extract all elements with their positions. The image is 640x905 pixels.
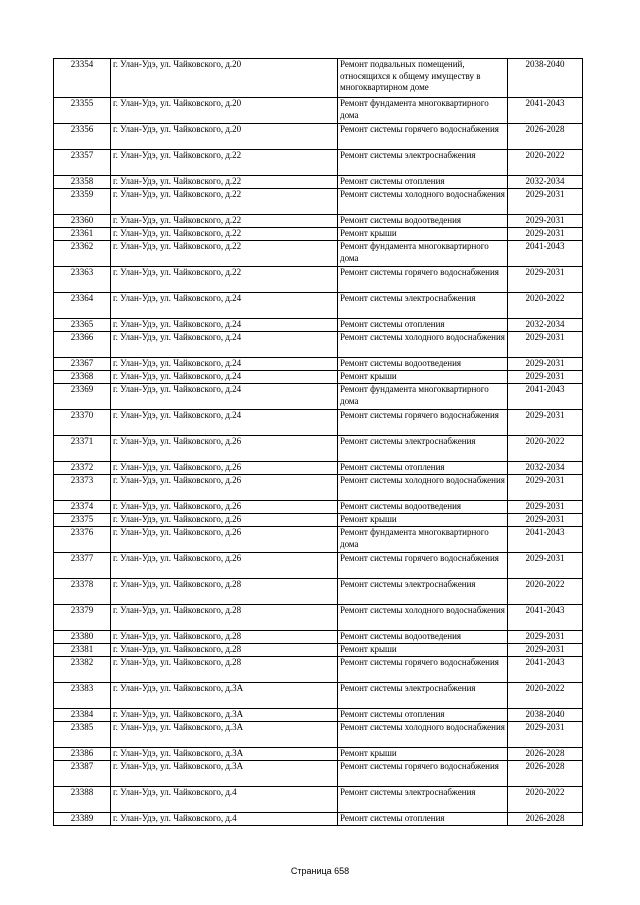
table-row [54, 124, 583, 150]
table-row [54, 527, 583, 553]
table-row [54, 241, 583, 267]
row-address: г. Улан-Удэ, ул. Чайковского, д.24 [111, 319, 338, 332]
row-address: г. Улан-Удэ, ул. Чайковского, д.26 [111, 553, 338, 579]
table-row [54, 579, 583, 605]
row-work-type: Ремонт системы отопления [338, 319, 508, 332]
table-row [54, 514, 583, 527]
row-period: 2029-2031 [508, 631, 583, 644]
row-address: г. Улан-Удэ, ул. Чайковского, д.24 [111, 293, 338, 319]
row-period: 2020-2022 [508, 150, 583, 176]
row-work-type: Ремонт системы холодного водоснабжения [338, 332, 508, 358]
row-work-type: Ремонт крыши [338, 514, 508, 527]
table-row [54, 709, 583, 722]
row-work-type: Ремонт системы водоотведения [338, 501, 508, 514]
row-number: 23371 [54, 436, 111, 462]
table-row [54, 228, 583, 241]
table-row [54, 462, 583, 475]
table-row [54, 436, 583, 462]
row-address: г. Улан-Удэ, ул. Чайковского, д.22 [111, 215, 338, 228]
row-period: 2038-2040 [508, 59, 583, 98]
row-address: г. Улан-Удэ, ул. Чайковского, д.24 [111, 410, 338, 436]
row-work-type: Ремонт крыши [338, 228, 508, 241]
row-address: г. Улан-Удэ, ул. Чайковского, д.20 [111, 98, 338, 124]
table-row [54, 657, 583, 683]
row-address: г. Улан-Удэ, ул. Чайковского, д.26 [111, 514, 338, 527]
row-number: 23365 [54, 319, 111, 332]
row-number: 23360 [54, 215, 111, 228]
row-number: 23370 [54, 410, 111, 436]
row-work-type: Ремонт системы горячего водоснабжения [338, 657, 508, 683]
row-address: г. Улан-Удэ, ул. Чайковского, д.28 [111, 631, 338, 644]
row-number: 23383 [54, 683, 111, 709]
row-number: 23355 [54, 98, 111, 124]
row-address: г. Улан-Удэ, ул. Чайковского, д.22 [111, 189, 338, 215]
row-period: 2029-2031 [508, 410, 583, 436]
row-number: 23385 [54, 722, 111, 748]
table-row [54, 293, 583, 319]
row-period: 2029-2031 [508, 371, 583, 384]
row-address: г. Улан-Удэ, ул. Чайковского, д.20 [111, 124, 338, 150]
row-work-type: Ремонт системы электроснабжения [338, 579, 508, 605]
table-row [54, 553, 583, 579]
table-row [54, 215, 583, 228]
row-number: 23387 [54, 761, 111, 787]
table-row [54, 683, 583, 709]
row-period: 2029-2031 [508, 722, 583, 748]
row-period: 2041-2043 [508, 241, 583, 267]
row-work-type: Ремонт фундамента многоквартирного дома [338, 384, 508, 410]
row-number: 23384 [54, 709, 111, 722]
row-number: 23373 [54, 475, 111, 501]
row-number: 23377 [54, 553, 111, 579]
row-number: 23378 [54, 579, 111, 605]
row-period: 2026-2028 [508, 748, 583, 761]
table-row [54, 150, 583, 176]
row-address: г. Улан-Удэ, ул. Чайковского, д.4 [111, 813, 338, 826]
row-period: 2029-2031 [508, 267, 583, 293]
row-period: 2029-2031 [508, 358, 583, 371]
row-work-type: Ремонт подвальных помещений, относящихся к общему имуществу в многоквартирном доме [338, 59, 508, 98]
row-address: г. Улан-Удэ, ул. Чайковского, д.26 [111, 462, 338, 475]
table-row [54, 319, 583, 332]
table-row [54, 722, 583, 748]
row-period: 2026-2028 [508, 761, 583, 787]
row-number: 23359 [54, 189, 111, 215]
row-period: 2026-2028 [508, 124, 583, 150]
row-number: 23388 [54, 787, 111, 813]
row-period: 2020-2022 [508, 436, 583, 462]
table-row [54, 176, 583, 189]
table-row [54, 501, 583, 514]
row-address: г. Улан-Удэ, ул. Чайковского, д.24 [111, 384, 338, 410]
row-work-type: Ремонт фундамента многоквартирного дома [338, 527, 508, 553]
row-work-type: Ремонт системы горячего водоснабжения [338, 124, 508, 150]
row-address: г. Улан-Удэ, ул. Чайковского, д.28 [111, 579, 338, 605]
row-number: 23366 [54, 332, 111, 358]
row-number: 23354 [54, 59, 111, 98]
row-number: 23363 [54, 267, 111, 293]
row-address: г. Улан-Удэ, ул. Чайковского, д.4 [111, 787, 338, 813]
row-period: 2038-2040 [508, 709, 583, 722]
table-row [54, 761, 583, 787]
row-period: 2029-2031 [508, 332, 583, 358]
row-period: 2041-2043 [508, 384, 583, 410]
row-period: 2020-2022 [508, 579, 583, 605]
table-row [54, 605, 583, 631]
page-number: Страница 658 [290, 866, 350, 876]
table-row [54, 813, 583, 826]
row-number: 23386 [54, 748, 111, 761]
row-work-type: Ремонт системы горячего водоснабжения [338, 553, 508, 579]
table-row [54, 98, 583, 124]
row-work-type: Ремонт системы горячего водоснабжения [338, 761, 508, 787]
row-address: г. Улан-Удэ, ул. Чайковского, д.26 [111, 527, 338, 553]
row-number: 23369 [54, 384, 111, 410]
row-period: 2032-2034 [508, 176, 583, 189]
row-work-type: Ремонт системы отопления [338, 813, 508, 826]
row-work-type: Ремонт системы электроснабжения [338, 436, 508, 462]
table-row [54, 410, 583, 436]
row-work-type: Ремонт системы электроснабжения [338, 293, 508, 319]
table-row [54, 332, 583, 358]
row-number: 23358 [54, 176, 111, 189]
row-number: 23381 [54, 644, 111, 657]
row-number: 23362 [54, 241, 111, 267]
row-address: г. Улан-Удэ, ул. Чайковского, д.3А [111, 683, 338, 709]
row-work-type: Ремонт системы водоотведения [338, 215, 508, 228]
table-row [54, 787, 583, 813]
row-work-type: Ремонт системы горячего водоснабжения [338, 410, 508, 436]
table-row [54, 748, 583, 761]
row-work-type: Ремонт системы электроснабжения [338, 683, 508, 709]
row-period: 2029-2031 [508, 215, 583, 228]
document-page [53, 58, 582, 826]
row-work-type: Ремонт системы отопления [338, 709, 508, 722]
row-number: 23379 [54, 605, 111, 631]
row-work-type: Ремонт системы горячего водоснабжения [338, 267, 508, 293]
row-address: г. Улан-Удэ, ул. Чайковского, д.3А [111, 722, 338, 748]
row-period: 2029-2031 [508, 475, 583, 501]
row-number: 23389 [54, 813, 111, 826]
table-row [54, 631, 583, 644]
table-row [54, 644, 583, 657]
row-work-type: Ремонт системы электроснабжения [338, 787, 508, 813]
row-work-type: Ремонт системы холодного водоснабжения [338, 722, 508, 748]
row-number: 23361 [54, 228, 111, 241]
row-address: г. Улан-Удэ, ул. Чайковского, д.26 [111, 501, 338, 514]
table-row [54, 371, 583, 384]
table-row [54, 267, 583, 293]
row-address: г. Улан-Удэ, ул. Чайковского, д.24 [111, 332, 338, 358]
row-address: г. Улан-Удэ, ул. Чайковского, д.22 [111, 150, 338, 176]
row-address: г. Улан-Удэ, ул. Чайковского, д.22 [111, 267, 338, 293]
row-number: 23382 [54, 657, 111, 683]
row-address: г. Улан-Удэ, ул. Чайковского, д.3А [111, 709, 338, 722]
row-period: 2032-2034 [508, 319, 583, 332]
row-period: 2032-2034 [508, 462, 583, 475]
row-work-type: Ремонт крыши [338, 371, 508, 384]
row-period: 2020-2022 [508, 683, 583, 709]
row-address: г. Улан-Удэ, ул. Чайковского, д.26 [111, 436, 338, 462]
table-row [54, 384, 583, 410]
row-address: г. Улан-Удэ, ул. Чайковского, д.20 [111, 59, 338, 98]
row-period: 2026-2028 [508, 813, 583, 826]
row-period: 2020-2022 [508, 787, 583, 813]
row-period: 2029-2031 [508, 553, 583, 579]
row-address: г. Улан-Удэ, ул. Чайковского, д.28 [111, 605, 338, 631]
table-body [54, 59, 583, 826]
row-address: г. Улан-Удэ, ул. Чайковского, д.22 [111, 176, 338, 189]
table-row [54, 59, 583, 98]
row-work-type: Ремонт системы холодного водоснабжения [338, 189, 508, 215]
row-period: 2029-2031 [508, 501, 583, 514]
row-work-type: Ремонт системы отопления [338, 462, 508, 475]
row-address: г. Улан-Удэ, ул. Чайковского, д.22 [111, 228, 338, 241]
row-address: г. Улан-Удэ, ул. Чайковского, д.22 [111, 241, 338, 267]
row-address: г. Улан-Удэ, ул. Чайковского, д.28 [111, 644, 338, 657]
row-period: 2041-2043 [508, 657, 583, 683]
repair-schedule-table [53, 58, 583, 826]
row-work-type: Ремонт системы электроснабжения [338, 150, 508, 176]
row-number: 23368 [54, 371, 111, 384]
row-period: 2029-2031 [508, 189, 583, 215]
table-row [54, 189, 583, 215]
row-work-type: Ремонт системы отопления [338, 176, 508, 189]
row-work-type: Ремонт системы водоотведения [338, 358, 508, 371]
row-number: 23357 [54, 150, 111, 176]
row-period: 2020-2022 [508, 293, 583, 319]
row-number: 23356 [54, 124, 111, 150]
row-period: 2041-2043 [508, 98, 583, 124]
row-work-type: Ремонт системы водоотведения [338, 631, 508, 644]
row-address: г. Улан-Удэ, ул. Чайковского, д.3А [111, 761, 338, 787]
row-number: 23375 [54, 514, 111, 527]
row-address: г. Улан-Удэ, ул. Чайковского, д.24 [111, 358, 338, 371]
row-address: г. Улан-Удэ, ул. Чайковского, д.26 [111, 475, 338, 501]
row-address: г. Улан-Удэ, ул. Чайковского, д.28 [111, 657, 338, 683]
row-period: 2041-2043 [508, 527, 583, 553]
row-number: 23367 [54, 358, 111, 371]
row-work-type: Ремонт системы холодного водоснабжения [338, 475, 508, 501]
row-work-type: Ремонт фундамента многоквартирного дома [338, 241, 508, 267]
row-period: 2029-2031 [508, 228, 583, 241]
row-period: 2029-2031 [508, 514, 583, 527]
table-row [54, 475, 583, 501]
row-work-type: Ремонт крыши [338, 748, 508, 761]
row-work-type: Ремонт фундамента многоквартирного дома [338, 98, 508, 124]
row-period: 2041-2043 [508, 605, 583, 631]
table-row [54, 358, 583, 371]
row-number: 23364 [54, 293, 111, 319]
row-address: г. Улан-Удэ, ул. Чайковского, д.24 [111, 371, 338, 384]
row-number: 23380 [54, 631, 111, 644]
row-work-type: Ремонт крыши [338, 644, 508, 657]
row-work-type: Ремонт системы холодного водоснабжения [338, 605, 508, 631]
row-number: 23376 [54, 527, 111, 553]
row-period: 2029-2031 [508, 644, 583, 657]
row-number: 23374 [54, 501, 111, 514]
row-number: 23372 [54, 462, 111, 475]
row-address: г. Улан-Удэ, ул. Чайковского, д.3А [111, 748, 338, 761]
